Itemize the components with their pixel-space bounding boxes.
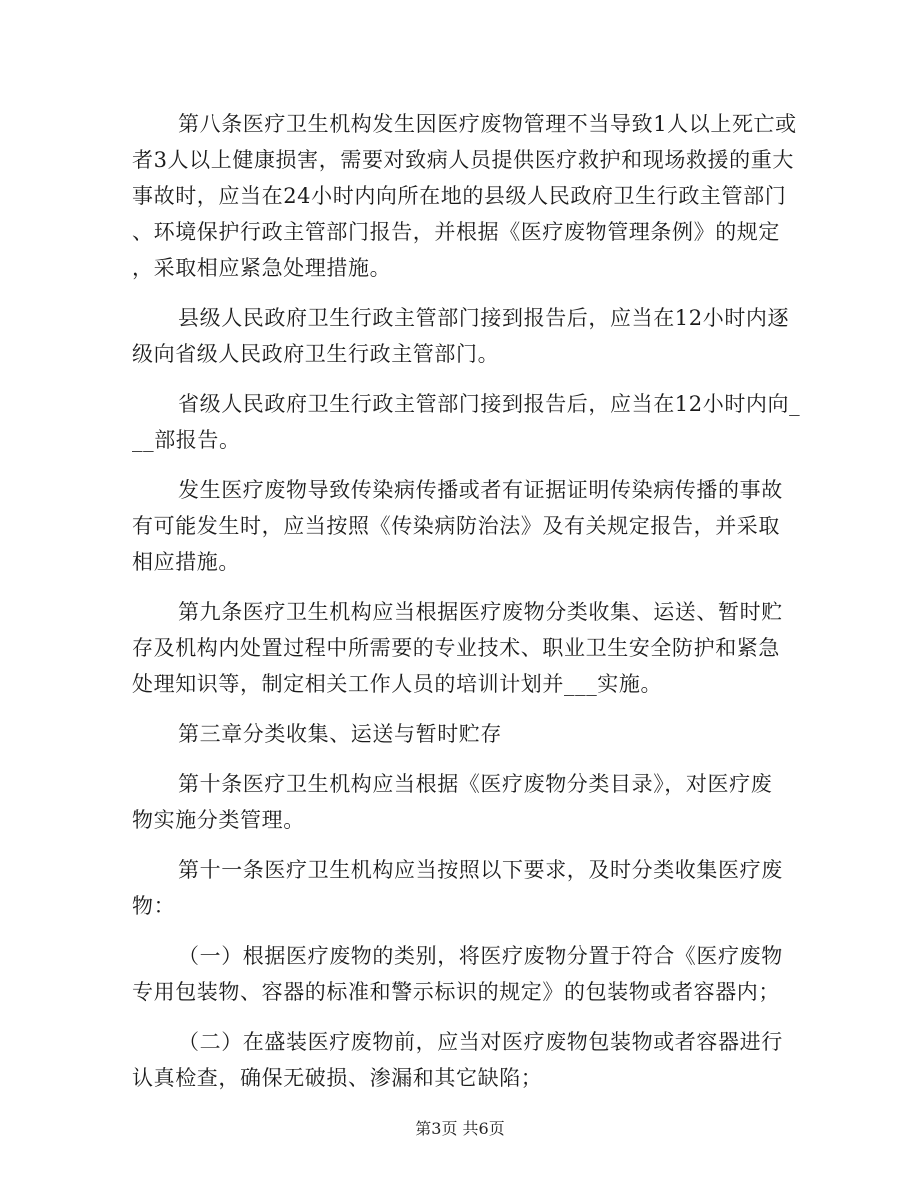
text-line: 级向省级人民政府卫生行政主管部门。 [132, 342, 500, 366]
text-line: 处理知识等，制定相关工作人员的培训计划并___实施。 [132, 672, 663, 696]
text-line: ，采取相应紧急处理措施。 [132, 256, 392, 280]
text-line: 专用包装物、容器的标准和警示标识的规定》的包装物或者容器内； [132, 980, 780, 1004]
text-line: 发生医疗废物导致传染病传播或者有证据证明传染病传播的事故 [178, 478, 783, 502]
chapter-heading [132, 716, 792, 752]
text-line: 存及机构内处置过程中所需要的专业技术、职业卫生安全防护和紧急 [132, 636, 780, 660]
page-number-footer: 第3页 共6页 [415, 1119, 505, 1138]
text-line: 者3人以上健康损害，需要对致病人员提供医疗救护和现场救援的重大 [132, 148, 794, 172]
text-line: 物实施分类管理。 [132, 808, 305, 832]
paragraph-infectious-disease [132, 472, 792, 580]
text-line: __部报告。 [132, 428, 241, 452]
text-line: （一）根据医疗废物的类别，将医疗废物分置于符合《医疗废物 [178, 944, 783, 968]
document-body [132, 106, 801, 1110]
text-line: 第三章分类收集、运送与暂时贮存 [178, 722, 502, 746]
text-line: 第十一条医疗卫生机构应当按照以下要求，及时分类收集医疗废 [178, 858, 783, 882]
paragraph-article-11 [132, 852, 792, 924]
paragraph-article-9 [132, 594, 792, 702]
text-line: 、环境保护行政主管部门报告，并根据《医疗废物管理条例》的规定 [132, 220, 780, 244]
paragraph-item-1 [132, 938, 792, 1010]
text-line: 省级人民政府卫生行政主管部门接到报告后，应当在12小时内向_ [178, 392, 801, 416]
text-line: 有可能发生时，应当按照《传染病防治法》及有关规定报告，并采取 [132, 514, 780, 538]
text-line: 认真检查，确保无破损、渗漏和其它缺陷； [132, 1066, 543, 1090]
text-line: 第八条医疗卫生机构发生因医疗废物管理不当导致1人以上死亡或 [178, 112, 797, 136]
paragraph-article-10 [132, 766, 792, 838]
text-line: 县级人民政府卫生行政主管部门接到报告后，应当在12小时内逐 [178, 306, 790, 330]
paragraph-item-2 [132, 1024, 792, 1096]
text-line: 相应措施。 [132, 550, 240, 574]
text-line: 事故时，应当在24小时内向所在地的县级人民政府卫生行政主管部门 [132, 184, 787, 208]
paragraph-county-report [132, 300, 792, 372]
text-line: 第十条医疗卫生机构应当根据《医疗废物分类目录》，对医疗废 [178, 772, 773, 796]
paragraph-province-report [132, 386, 801, 458]
text-line: 物： [132, 894, 176, 918]
text-line: （二）在盛装医疗废物前，应当对医疗废物包装物或者容器进行 [178, 1030, 783, 1054]
text-line: 第九条医疗卫生机构应当根据医疗废物分类收集、运送、暂时贮 [178, 600, 783, 624]
paragraph-article-8 [132, 106, 797, 286]
